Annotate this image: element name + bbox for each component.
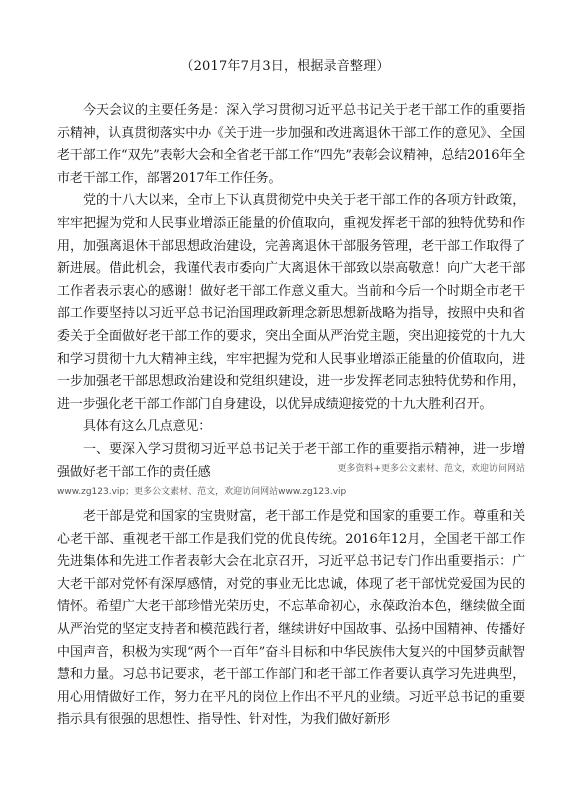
watermark-line: www.zg123.vip；更多公文素材、范文，欢迎访问网站www.zg123.vip [57, 487, 347, 498]
paragraph-opinions-intro: 具体有这么几点意见： [83, 419, 212, 435]
section-heading-text: 一、要深入学习贯彻习近平总书记关于老干部工作的重要指示精神，进一步增强做好老干部工作的责任感 [57, 441, 525, 480]
section-heading [57, 439, 525, 484]
paragraph-veteran-cadres: 老干部是党和国家的宝贵财富，老干部工作是党和国家的重要工作。尊重和关心老干部、重视老干部工作是我们党的优良传统。2016年12月，全国老干部工作先进集体和先进工作者表彰大会在北京召开，习近平总书记专门作出重要指示：广大老干部对党怀有深厚感情，对党的事业无比忠诚，体现了老干部忧党爱国为民的情怀。希望广大老干部珍惜光荣历史，不忘革命初心，永葆政治本色，继续做全面从严治党的坚定支持者和模范践行者，继续讲好中国故事、弘扬中国精神、传播好中国声音，积极为实现“两个一百年”奋斗目标和中华民族伟大复兴的中国梦贡献智慧和力量。习总书记要求，老干部工作部门和老干部工作者要认真学习先进典型，用心用情做好工作，努力在平凡的岗位上作出不平凡的业绩。习近平总书记的重要指示具有很强的思想性、指导性、针对性，为我们做好新形 [57, 509, 525, 728]
date-note: （2017年7月3日，根据录音整理） [180, 59, 390, 74]
paragraph-task: 今天会议的主要任务是：深入学习贯彻习近平总书记关于老干部工作的重要指示精神，认真贯彻落实中办《关于进一步加强和改进离退休干部工作的意见》、全国老干部工作“双先”表彰大会和全省老干部工作“四先”表彰会议精神，总结2016年全市老干部工作，部署2017年工作任务。 [57, 103, 525, 186]
document-body [57, 100, 525, 732]
watermark-inline: 更多资料+更多公文素材、范文，欢迎访问网站 [337, 463, 525, 474]
paragraph-progress: 党的十八大以来，全市上下认真贯彻党中央关于老干部工作的各项方针政策，牢牢把握为党和人民事业增添正能量的价值取向，重视发挥老干部的独特优势和作用，加强离退休干部思想政治建设，完善离退休干部服务管理，老干部工作取得了新进展。借此机会，我谨代表市委向广大离退休干部致以崇高敬意！向广大老干部工作者表示衷心的感谢！做好老干部工作意义重大。当前和今后一个时期全市老干部工作要坚持以习近平总书记治国理政新理念新思想新战略为指导，按照中央和省委关于全面做好老干部工作的要求，突出全面从严治党主题，突出迎接党的十九大和学习贯彻十九大精神主线，牢牢把握为党和人民事业增添正能量的价值取向，进一步加强老干部思想政治建设和党组织建设，进一步发挥老同志独特优势和作用，进一步强化老干部工作部门自身建设，以优异成绩迎接党的十九大胜利召开。 [57, 193, 525, 412]
